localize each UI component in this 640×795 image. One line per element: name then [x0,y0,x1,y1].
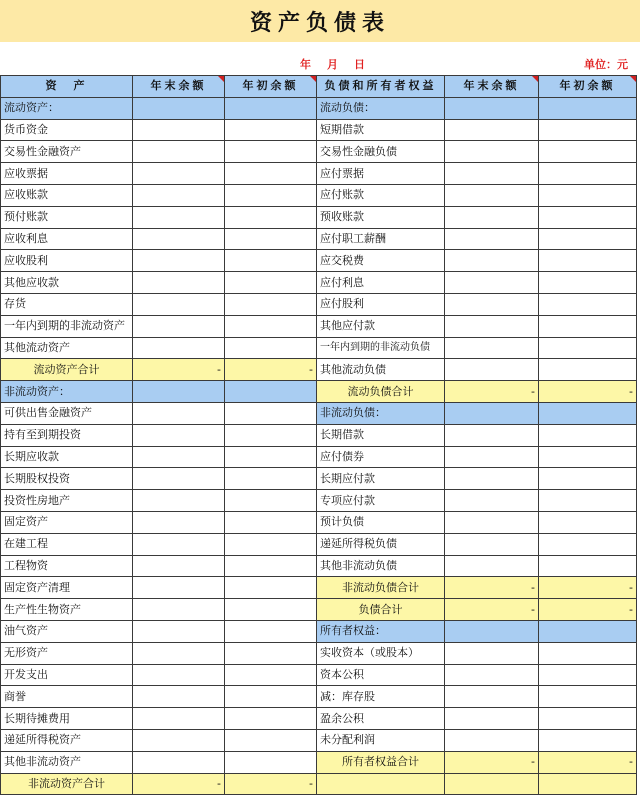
left-year-begin-cell[interactable] [225,620,317,642]
left-year-begin-cell[interactable] [225,751,317,773]
sheet-title: 资产负债表 [249,10,390,36]
table-row [1,315,637,337]
table-row [1,511,637,533]
right-label-cell[interactable]: 其他应付款 [317,315,445,337]
left-year-end-cell[interactable] [133,729,225,751]
left-year-end-cell[interactable] [133,511,225,533]
left-year-end-cell[interactable] [133,664,225,686]
table-row [1,250,637,272]
left-year-begin-cell[interactable] [225,490,317,512]
left-year-begin-cell[interactable] [225,555,317,577]
left-label-cell[interactable]: 货币资金 [1,119,133,141]
right-label-cell[interactable]: 长期借款 [317,424,445,446]
right-year-begin-cell[interactable] [539,97,637,119]
right-label-cell[interactable]: 减：库存股 [317,686,445,708]
left-year-end-cell[interactable] [133,599,225,621]
right-year-end-cell[interactable] [445,315,539,337]
left-year-begin-cell[interactable] [225,141,317,163]
right-label-cell[interactable]: 递延所得税负债 [317,533,445,555]
left-label-cell[interactable]: 交易性金融资产 [1,141,133,163]
header-assets: 资 产 [1,76,133,98]
right-year-end-cell[interactable] [445,337,539,359]
left-label-cell[interactable]: 其他应收款 [1,272,133,294]
left-year-end-cell[interactable] [133,402,225,424]
left-label-cell[interactable]: 持有至到期投资 [1,424,133,446]
right-label-cell[interactable]: 盈余公积 [317,708,445,730]
left-year-begin-cell[interactable] [225,577,317,599]
left-label-cell[interactable]: 一年内到期的非流动资产 [1,315,133,337]
right-year-begin-cell[interactable] [539,184,637,206]
left-year-end-cell[interactable] [133,577,225,599]
right-year-end-cell[interactable] [445,686,539,708]
right-year-begin-cell[interactable] [539,141,637,163]
right-year-begin-cell[interactable] [539,555,637,577]
right-year-end-cell[interactable] [445,359,539,381]
right-year-begin-cell[interactable]: - [539,599,637,621]
right-label-cell[interactable]: 负债合计 [317,599,445,621]
right-year-begin-cell[interactable] [539,359,637,381]
left-year-begin-cell[interactable] [225,664,317,686]
right-year-begin-cell[interactable] [539,250,637,272]
right-year-end-cell[interactable] [445,729,539,751]
right-year-begin-cell[interactable] [539,446,637,468]
header-asset-year-end: 年末余额 [133,76,225,98]
left-year-end-cell[interactable] [133,424,225,446]
left-year-end-cell[interactable] [133,206,225,228]
date-year: 年 [300,58,311,71]
header-row [1,76,637,98]
right-label-cell[interactable]: 应付利息 [317,272,445,294]
right-label-cell[interactable] [317,773,445,795]
table-row [1,555,637,577]
left-year-end-cell[interactable] [133,141,225,163]
table-row [1,708,637,730]
table-row [1,664,637,686]
right-year-end-cell[interactable] [445,424,539,446]
left-year-end-cell[interactable] [133,272,225,294]
right-year-end-cell[interactable] [445,446,539,468]
right-label-cell[interactable]: 实收资本（或股本） [317,642,445,664]
right-year-begin-cell[interactable] [539,228,637,250]
left-label-cell[interactable]: 递延所得税资产 [1,729,133,751]
left-label-cell[interactable]: 其他流动资产 [1,337,133,359]
table-row [1,642,637,664]
left-year-begin-cell[interactable] [225,708,317,730]
left-year-begin-cell[interactable]: - [225,359,317,381]
left-label-cell[interactable]: 应收账款 [1,184,133,206]
table-row [1,446,637,468]
left-year-end-cell[interactable] [133,163,225,185]
left-year-end-cell[interactable] [133,184,225,206]
table-row [1,359,637,381]
left-year-begin-cell[interactable] [225,163,317,185]
right-year-begin-cell[interactable] [539,620,637,642]
left-label-cell[interactable]: 长期待摊费用 [1,708,133,730]
right-label-cell[interactable]: 其他非流动负债 [317,555,445,577]
left-label-cell[interactable]: 油气资产 [1,620,133,642]
right-year-end-cell[interactable]: - [445,599,539,621]
left-year-begin-cell[interactable] [225,315,317,337]
table-row [1,206,637,228]
table-row [1,620,637,642]
date-day: 日 [354,58,365,71]
left-year-end-cell[interactable] [133,468,225,490]
table-row [1,468,637,490]
date-row [0,54,640,72]
right-year-end-cell[interactable] [445,708,539,730]
left-year-end-cell[interactable]: - [133,359,225,381]
left-label-cell[interactable]: 非流动资产： [1,381,133,403]
right-year-begin-cell[interactable] [539,729,637,751]
right-year-end-cell[interactable] [445,642,539,664]
left-year-end-cell[interactable] [133,620,225,642]
table-row [1,293,637,315]
left-label-cell[interactable]: 非流动资产合计 [1,773,133,795]
right-year-end-cell[interactable] [445,490,539,512]
right-year-begin-cell[interactable] [539,468,637,490]
table-row [1,337,637,359]
left-year-begin-cell[interactable] [225,228,317,250]
right-label-cell[interactable]: 应付股利 [317,293,445,315]
right-year-end-cell[interactable] [445,555,539,577]
right-year-begin-cell[interactable] [539,402,637,424]
left-year-begin-cell[interactable] [225,381,317,403]
right-year-end-cell[interactable] [445,141,539,163]
left-label-cell[interactable]: 开发支出 [1,664,133,686]
right-label-cell[interactable]: 流动负债： [317,97,445,119]
right-year-end-cell[interactable] [445,402,539,424]
right-year-begin-cell[interactable] [539,686,637,708]
right-label-cell[interactable]: 短期借款 [317,119,445,141]
title-bar [0,0,640,42]
left-year-end-cell[interactable] [133,315,225,337]
right-label-cell[interactable]: 应付账款 [317,184,445,206]
header-liabilities-equity: 负债和所有者权益 [317,76,445,98]
table-row [1,424,637,446]
left-label-cell[interactable]: 在建工程 [1,533,133,555]
right-year-begin-cell[interactable] [539,511,637,533]
right-year-begin-cell[interactable] [539,206,637,228]
left-year-end-cell[interactable] [133,381,225,403]
left-label-cell[interactable]: 固定资产清理 [1,577,133,599]
left-year-end-cell[interactable] [133,642,225,664]
right-year-begin-cell[interactable] [539,533,637,555]
right-label-cell[interactable]: 应付债券 [317,446,445,468]
right-label-cell[interactable]: 预计负债 [317,511,445,533]
left-year-begin-cell[interactable] [225,250,317,272]
right-year-end-cell[interactable] [445,511,539,533]
right-label-cell[interactable]: 专项应付款 [317,490,445,512]
left-label-cell[interactable]: 其他非流动资产 [1,751,133,773]
table-row [1,402,637,424]
left-year-begin-cell[interactable] [225,402,317,424]
left-year-begin-cell[interactable] [225,272,317,294]
left-label-cell[interactable]: 预付账款 [1,206,133,228]
date-month: 月 [327,58,338,71]
right-year-end-cell[interactable]: - [445,577,539,599]
left-label-cell[interactable]: 流动资产合计 [1,359,133,381]
right-year-begin-cell[interactable] [539,664,637,686]
left-year-begin-cell[interactable] [225,293,317,315]
right-label-cell[interactable]: 资本公积 [317,664,445,686]
header-asset-year-begin: 年初余额 [225,76,317,98]
left-year-begin-cell[interactable] [225,206,317,228]
right-year-end-cell[interactable] [445,664,539,686]
right-year-end-cell[interactable] [445,272,539,294]
report-date [300,56,381,72]
right-year-end-cell[interactable] [445,533,539,555]
table-row [1,577,637,599]
table-row [1,141,637,163]
left-year-end-cell[interactable] [133,250,225,272]
table-row [1,184,637,206]
right-year-end-cell[interactable] [445,620,539,642]
right-year-end-cell[interactable] [445,228,539,250]
left-year-begin-cell[interactable] [225,337,317,359]
left-label-cell[interactable]: 应收利息 [1,228,133,250]
left-year-begin-cell[interactable] [225,184,317,206]
table-row [1,490,637,512]
right-label-cell[interactable]: 非流动负债合计 [317,577,445,599]
left-label-cell[interactable]: 应收股利 [1,250,133,272]
left-year-end-cell[interactable] [133,686,225,708]
table-row [1,599,637,621]
table-row [1,533,637,555]
left-year-end-cell[interactable] [133,337,225,359]
right-year-begin-cell[interactable] [539,424,637,446]
right-label-cell[interactable]: 所有者权益： [317,620,445,642]
left-year-end-cell[interactable] [133,97,225,119]
right-year-begin-cell[interactable] [539,272,637,294]
right-year-begin-cell[interactable]: - [539,577,637,599]
right-year-begin-cell[interactable] [539,490,637,512]
left-year-begin-cell[interactable] [225,97,317,119]
right-year-end-cell[interactable] [445,293,539,315]
left-label-cell[interactable]: 流动资产： [1,97,133,119]
left-year-begin-cell[interactable] [225,533,317,555]
left-year-begin-cell[interactable] [225,642,317,664]
left-year-end-cell[interactable] [133,228,225,250]
left-label-cell[interactable]: 应收票据 [1,163,133,185]
left-label-cell[interactable]: 商誉 [1,686,133,708]
right-year-begin-cell[interactable] [539,708,637,730]
left-year-end-cell[interactable] [133,446,225,468]
left-year-end-cell[interactable] [133,293,225,315]
table-row [1,686,637,708]
left-year-begin-cell[interactable] [225,729,317,751]
right-year-end-cell[interactable] [445,468,539,490]
left-label-cell[interactable]: 固定资产 [1,511,133,533]
header-liab-year-begin: 年初余额 [539,76,637,98]
right-year-end-cell[interactable] [445,184,539,206]
left-year-end-cell[interactable] [133,490,225,512]
right-label-cell[interactable]: 非流动负债： [317,402,445,424]
right-year-end-cell[interactable] [445,163,539,185]
left-label-cell[interactable]: 工程物资 [1,555,133,577]
left-year-begin-cell[interactable] [225,686,317,708]
right-year-end-cell[interactable] [445,97,539,119]
left-year-end-cell[interactable]: - [133,773,225,795]
right-year-begin-cell[interactable] [539,293,637,315]
left-year-begin-cell[interactable] [225,424,317,446]
right-year-begin-cell[interactable] [539,119,637,141]
left-label-cell[interactable]: 可供出售金融资产 [1,402,133,424]
right-label-cell[interactable]: 流动负债合计 [317,381,445,403]
right-label-cell[interactable]: 应交税费 [317,250,445,272]
table-row [1,97,637,119]
left-year-begin-cell[interactable] [225,468,317,490]
right-label-cell[interactable]: 所有者权益合计 [317,751,445,773]
right-label-cell[interactable]: 未分配利润 [317,729,445,751]
currency-unit: 单位：元 [584,58,628,71]
table-row [1,773,637,795]
right-year-end-cell[interactable] [445,206,539,228]
right-label-cell[interactable]: 预收账款 [317,206,445,228]
right-year-begin-cell[interactable] [539,163,637,185]
left-year-end-cell[interactable] [133,119,225,141]
right-year-end-cell[interactable] [445,119,539,141]
left-year-begin-cell[interactable] [225,599,317,621]
left-label-cell[interactable]: 无形资产 [1,642,133,664]
right-label-cell[interactable]: 应付票据 [317,163,445,185]
right-year-begin-cell[interactable] [539,315,637,337]
right-year-end-cell[interactable] [445,250,539,272]
table-row [1,729,637,751]
left-year-begin-cell[interactable] [225,119,317,141]
left-year-end-cell[interactable] [133,751,225,773]
right-year-begin-cell[interactable] [539,642,637,664]
table-row [1,381,637,403]
right-label-cell[interactable]: 交易性金融负债 [317,141,445,163]
left-label-cell[interactable]: 生产性生物资产 [1,599,133,621]
right-year-begin-cell[interactable]: - [539,381,637,403]
table-row [1,751,637,773]
left-year-begin-cell[interactable] [225,446,317,468]
right-year-end-cell[interactable]: - [445,381,539,403]
table-row [1,163,637,185]
sheet-body [1,97,637,795]
left-label-cell[interactable]: 存货 [1,293,133,315]
table-row [1,228,637,250]
left-year-end-cell[interactable] [133,555,225,577]
right-year-end-cell[interactable] [445,773,539,795]
table-row [1,119,637,141]
right-year-begin-cell[interactable]: - [539,751,637,773]
left-year-begin-cell[interactable] [225,511,317,533]
right-year-begin-cell[interactable] [539,773,637,795]
left-label-cell[interactable]: 长期股权投资 [1,468,133,490]
left-year-end-cell[interactable] [133,708,225,730]
right-label-cell[interactable]: 其他流动负债 [317,359,445,381]
left-label-cell[interactable]: 长期应收款 [1,446,133,468]
table-row [1,272,637,294]
right-label-cell[interactable]: 应付职工薪酬 [317,228,445,250]
right-label-cell[interactable]: 一年内到期的非流动负债 [317,337,445,359]
left-label-cell[interactable]: 投资性房地产 [1,490,133,512]
right-year-end-cell[interactable]: - [445,751,539,773]
right-year-begin-cell[interactable] [539,337,637,359]
header-liab-year-end: 年末余额 [445,76,539,98]
left-year-begin-cell[interactable]: - [225,773,317,795]
balance-sheet-table [0,75,637,795]
left-year-end-cell[interactable] [133,533,225,555]
right-label-cell[interactable]: 长期应付款 [317,468,445,490]
